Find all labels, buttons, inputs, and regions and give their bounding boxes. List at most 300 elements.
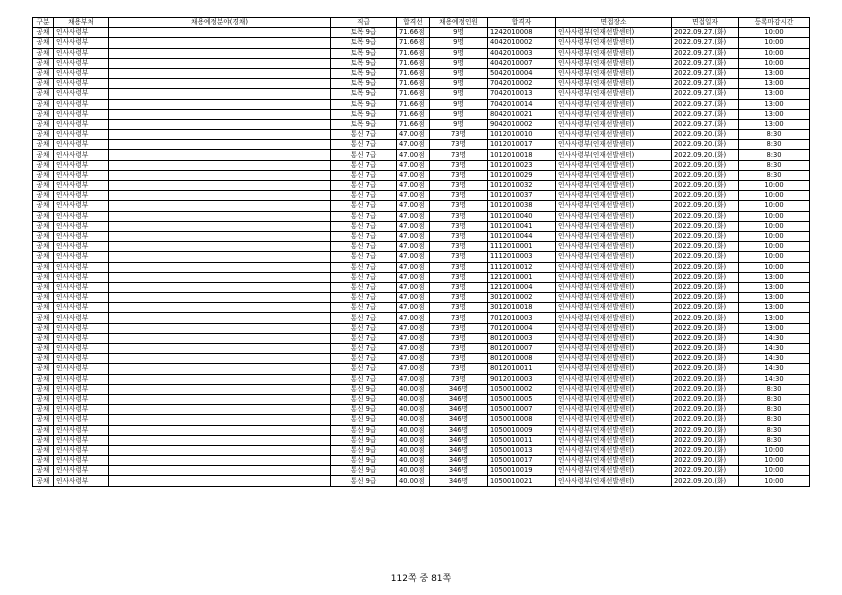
cell-category: 공채 bbox=[33, 181, 54, 191]
col-header-location: 면접장소 bbox=[556, 18, 672, 28]
cell-deadline: 10:00 bbox=[739, 231, 810, 241]
cell-field bbox=[109, 68, 331, 78]
cell-quota: 346명 bbox=[430, 476, 488, 486]
cell-cutoff: 47.00점 bbox=[397, 313, 430, 323]
cell-category: 공채 bbox=[33, 221, 54, 231]
cell-date: 2022.09.27.(화) bbox=[672, 79, 739, 89]
table-row bbox=[33, 211, 810, 221]
cell-passer-id: 8042010021 bbox=[488, 109, 556, 119]
cell-passer-id: 1012010017 bbox=[488, 140, 556, 150]
cell-quota: 73명 bbox=[430, 323, 488, 333]
table-row bbox=[33, 262, 810, 272]
cell-agency: 인사사령부 bbox=[54, 99, 109, 109]
cell-agency: 인사사령부 bbox=[54, 476, 109, 486]
cell-agency: 인사사령부 bbox=[54, 242, 109, 252]
cell-field bbox=[109, 313, 331, 323]
cell-grade: 통신 9급 bbox=[331, 476, 397, 486]
cell-cutoff: 47.00점 bbox=[397, 231, 430, 241]
table-row bbox=[33, 28, 810, 38]
cell-date: 2022.09.20.(화) bbox=[672, 344, 739, 354]
cell-category: 공채 bbox=[33, 48, 54, 58]
cell-deadline: 8:30 bbox=[739, 384, 810, 394]
cell-location: 인사사령부(인재선발센터) bbox=[556, 89, 672, 99]
cell-location: 인사사령부(인재선발센터) bbox=[556, 293, 672, 303]
cell-location: 인사사령부(인재선발센터) bbox=[556, 170, 672, 180]
table-row bbox=[33, 140, 810, 150]
cell-deadline: 10:00 bbox=[739, 191, 810, 201]
cell-field bbox=[109, 130, 331, 140]
table-row bbox=[33, 333, 810, 343]
cell-deadline: 10:00 bbox=[739, 445, 810, 455]
cell-deadline: 14:30 bbox=[739, 354, 810, 364]
table-row bbox=[33, 89, 810, 99]
cell-passer-id: 9042010002 bbox=[488, 119, 556, 129]
table-row bbox=[33, 466, 810, 476]
cell-cutoff: 40.00점 bbox=[397, 445, 430, 455]
table-row bbox=[33, 150, 810, 160]
cell-cutoff: 71.66점 bbox=[397, 89, 430, 99]
cell-quota: 346명 bbox=[430, 466, 488, 476]
cell-agency: 인사사령부 bbox=[54, 170, 109, 180]
cell-category: 공채 bbox=[33, 109, 54, 119]
cell-passer-id: 1050010007 bbox=[488, 405, 556, 415]
cell-date: 2022.09.20.(화) bbox=[672, 170, 739, 180]
cell-field bbox=[109, 38, 331, 48]
cell-deadline: 14:30 bbox=[739, 374, 810, 384]
cell-deadline: 10:00 bbox=[739, 466, 810, 476]
table-row bbox=[33, 476, 810, 486]
cell-quota: 346명 bbox=[430, 445, 488, 455]
cell-passer-id: 1050010013 bbox=[488, 445, 556, 455]
table-row bbox=[33, 344, 810, 354]
cell-category: 공채 bbox=[33, 170, 54, 180]
cell-passer-id: 1050010019 bbox=[488, 466, 556, 476]
cell-agency: 인사사령부 bbox=[54, 48, 109, 58]
cell-category: 공채 bbox=[33, 160, 54, 170]
table-row bbox=[33, 282, 810, 292]
cell-agency: 인사사령부 bbox=[54, 130, 109, 140]
cell-quota: 73명 bbox=[430, 140, 488, 150]
cell-grade: 토목 9급 bbox=[331, 109, 397, 119]
cell-passer-id: 1112010012 bbox=[488, 262, 556, 272]
table-row bbox=[33, 201, 810, 211]
cell-location: 인사사령부(인재선발센터) bbox=[556, 130, 672, 140]
table-row bbox=[33, 456, 810, 466]
cell-quota: 73명 bbox=[430, 211, 488, 221]
cell-location: 인사사령부(인재선발센터) bbox=[556, 476, 672, 486]
cell-category: 공채 bbox=[33, 364, 54, 374]
cell-location: 인사사령부(인재선발센터) bbox=[556, 140, 672, 150]
cell-cutoff: 40.00점 bbox=[397, 394, 430, 404]
cell-date: 2022.09.20.(화) bbox=[672, 252, 739, 262]
cell-category: 공채 bbox=[33, 79, 54, 89]
cell-location: 인사사령부(인재선발센터) bbox=[556, 221, 672, 231]
cell-deadline: 8:30 bbox=[739, 160, 810, 170]
cell-quota: 73명 bbox=[430, 282, 488, 292]
cell-agency: 인사사령부 bbox=[54, 313, 109, 323]
cell-grade: 통신 9급 bbox=[331, 445, 397, 455]
cell-date: 2022.09.20.(화) bbox=[672, 181, 739, 191]
cell-grade: 통신 7급 bbox=[331, 191, 397, 201]
cell-cutoff: 47.00점 bbox=[397, 242, 430, 252]
cell-grade: 통신 7급 bbox=[331, 130, 397, 140]
cell-category: 공채 bbox=[33, 130, 54, 140]
cell-deadline: 10:00 bbox=[739, 181, 810, 191]
cell-location: 인사사령부(인재선발센터) bbox=[556, 394, 672, 404]
cell-location: 인사사령부(인재선발센터) bbox=[556, 262, 672, 272]
cell-field bbox=[109, 140, 331, 150]
cell-agency: 인사사령부 bbox=[54, 364, 109, 374]
cell-date: 2022.09.20.(화) bbox=[672, 150, 739, 160]
cell-passer-id: 8012010003 bbox=[488, 333, 556, 343]
cell-grade: 통신 9급 bbox=[331, 435, 397, 445]
cell-field bbox=[109, 191, 331, 201]
cell-field bbox=[109, 242, 331, 252]
table-row bbox=[33, 99, 810, 109]
cell-passer-id: 4042010002 bbox=[488, 38, 556, 48]
cell-location: 인사사령부(인재선발센터) bbox=[556, 38, 672, 48]
cell-location: 인사사령부(인재선발센터) bbox=[556, 323, 672, 333]
cell-location: 인사사령부(인재선발센터) bbox=[556, 374, 672, 384]
cell-quota: 73명 bbox=[430, 262, 488, 272]
cell-agency: 인사사령부 bbox=[54, 384, 109, 394]
cell-deadline: 13:00 bbox=[739, 99, 810, 109]
cell-location: 인사사령부(인재선발센터) bbox=[556, 119, 672, 129]
cell-grade: 통신 9급 bbox=[331, 415, 397, 425]
cell-agency: 인사사령부 bbox=[54, 28, 109, 38]
cell-cutoff: 40.00점 bbox=[397, 415, 430, 425]
cell-cutoff: 40.00점 bbox=[397, 466, 430, 476]
cell-agency: 인사사령부 bbox=[54, 58, 109, 68]
cell-cutoff: 47.00점 bbox=[397, 160, 430, 170]
cell-agency: 인사사령부 bbox=[54, 374, 109, 384]
cell-grade: 토목 9급 bbox=[331, 99, 397, 109]
cell-date: 2022.09.20.(화) bbox=[672, 415, 739, 425]
cell-location: 인사사령부(인재선발센터) bbox=[556, 211, 672, 221]
cell-category: 공채 bbox=[33, 394, 54, 404]
cell-quota: 73명 bbox=[430, 374, 488, 384]
cell-agency: 인사사령부 bbox=[54, 150, 109, 160]
cell-quota: 73명 bbox=[430, 252, 488, 262]
cell-grade: 토목 9급 bbox=[331, 68, 397, 78]
cell-category: 공채 bbox=[33, 466, 54, 476]
cell-cutoff: 40.00점 bbox=[397, 476, 430, 486]
cell-field bbox=[109, 476, 331, 486]
cell-location: 인사사령부(인재선발센터) bbox=[556, 303, 672, 313]
cell-field bbox=[109, 181, 331, 191]
cell-quota: 73명 bbox=[430, 221, 488, 231]
cell-category: 공채 bbox=[33, 405, 54, 415]
cell-passer-id: 1050010005 bbox=[488, 394, 556, 404]
cell-date: 2022.09.20.(화) bbox=[672, 221, 739, 231]
cell-deadline: 8:30 bbox=[739, 415, 810, 425]
cell-quota: 346명 bbox=[430, 394, 488, 404]
table-row bbox=[33, 181, 810, 191]
cell-date: 2022.09.20.(화) bbox=[672, 476, 739, 486]
cell-category: 공채 bbox=[33, 38, 54, 48]
cell-category: 공채 bbox=[33, 354, 54, 364]
cell-location: 인사사령부(인재선발센터) bbox=[556, 201, 672, 211]
cell-quota: 73명 bbox=[430, 181, 488, 191]
cell-cutoff: 47.00점 bbox=[397, 282, 430, 292]
cell-category: 공채 bbox=[33, 150, 54, 160]
cell-deadline: 13:00 bbox=[739, 68, 810, 78]
cell-location: 인사사령부(인재선발센터) bbox=[556, 333, 672, 343]
cell-passer-id: 1012010040 bbox=[488, 211, 556, 221]
cell-location: 인사사령부(인재선발센터) bbox=[556, 99, 672, 109]
cell-field bbox=[109, 425, 331, 435]
cell-date: 2022.09.27.(화) bbox=[672, 58, 739, 68]
table-row bbox=[33, 323, 810, 333]
cell-cutoff: 71.66점 bbox=[397, 48, 430, 58]
cell-deadline: 13:00 bbox=[739, 79, 810, 89]
cell-agency: 인사사령부 bbox=[54, 79, 109, 89]
cell-grade: 통신 9급 bbox=[331, 466, 397, 476]
cell-field bbox=[109, 79, 331, 89]
cell-field bbox=[109, 323, 331, 333]
cell-location: 인사사령부(인재선발센터) bbox=[556, 405, 672, 415]
cell-quota: 9명 bbox=[430, 99, 488, 109]
cell-passer-id: 3012010018 bbox=[488, 303, 556, 313]
cell-category: 공채 bbox=[33, 68, 54, 78]
cell-agency: 인사사령부 bbox=[54, 211, 109, 221]
cell-category: 공채 bbox=[33, 242, 54, 252]
cell-date: 2022.09.20.(화) bbox=[672, 130, 739, 140]
cell-quota: 73명 bbox=[430, 344, 488, 354]
cell-date: 2022.09.20.(화) bbox=[672, 293, 739, 303]
cell-deadline: 8:30 bbox=[739, 150, 810, 160]
cell-quota: 9명 bbox=[430, 119, 488, 129]
cell-passer-id: 1212010004 bbox=[488, 282, 556, 292]
cell-quota: 73명 bbox=[430, 272, 488, 282]
col-header-agency: 채용부처 bbox=[54, 18, 109, 28]
cell-quota: 9명 bbox=[430, 48, 488, 58]
cell-cutoff: 71.66점 bbox=[397, 28, 430, 38]
cell-cutoff: 47.00점 bbox=[397, 191, 430, 201]
cell-quota: 9명 bbox=[430, 79, 488, 89]
cell-quota: 9명 bbox=[430, 38, 488, 48]
cell-location: 인사사령부(인재선발센터) bbox=[556, 109, 672, 119]
cell-deadline: 8:30 bbox=[739, 130, 810, 140]
cell-location: 인사사령부(인재선발센터) bbox=[556, 242, 672, 252]
cell-grade: 통신 7급 bbox=[331, 282, 397, 292]
cell-quota: 346명 bbox=[430, 456, 488, 466]
cell-agency: 인사사령부 bbox=[54, 68, 109, 78]
cell-location: 인사사령부(인재선발센터) bbox=[556, 160, 672, 170]
cell-location: 인사사령부(인재선발센터) bbox=[556, 231, 672, 241]
cell-passer-id: 1012010029 bbox=[488, 170, 556, 180]
cell-field bbox=[109, 435, 331, 445]
table-row bbox=[33, 435, 810, 445]
cell-location: 인사사령부(인재선발센터) bbox=[556, 384, 672, 394]
cell-agency: 인사사령부 bbox=[54, 323, 109, 333]
cell-deadline: 13:00 bbox=[739, 109, 810, 119]
cell-agency: 인사사령부 bbox=[54, 221, 109, 231]
cell-field bbox=[109, 231, 331, 241]
cell-quota: 73명 bbox=[430, 354, 488, 364]
cell-passer-id: 7012010003 bbox=[488, 313, 556, 323]
cell-category: 공채 bbox=[33, 211, 54, 221]
cell-grade: 통신 7급 bbox=[331, 364, 397, 374]
cell-date: 2022.09.20.(화) bbox=[672, 323, 739, 333]
cell-agency: 인사사령부 bbox=[54, 272, 109, 282]
cell-agency: 인사사령부 bbox=[54, 303, 109, 313]
table-row bbox=[33, 38, 810, 48]
table-row bbox=[33, 58, 810, 68]
table-row bbox=[33, 130, 810, 140]
cell-deadline: 10:00 bbox=[739, 221, 810, 231]
cell-date: 2022.09.27.(화) bbox=[672, 28, 739, 38]
cell-location: 인사사령부(인재선발센터) bbox=[556, 191, 672, 201]
cell-grade: 통신 7급 bbox=[331, 221, 397, 231]
cell-date: 2022.09.20.(화) bbox=[672, 282, 739, 292]
header-row bbox=[33, 18, 810, 28]
cell-agency: 인사사령부 bbox=[54, 293, 109, 303]
cell-grade: 통신 9급 bbox=[331, 425, 397, 435]
cell-passer-id: 1012010018 bbox=[488, 150, 556, 160]
cell-date: 2022.09.20.(화) bbox=[672, 201, 739, 211]
cell-date: 2022.09.20.(화) bbox=[672, 364, 739, 374]
cell-date: 2022.09.20.(화) bbox=[672, 456, 739, 466]
cell-grade: 통신 7급 bbox=[331, 231, 397, 241]
cell-deadline: 13:00 bbox=[739, 303, 810, 313]
cell-agency: 인사사령부 bbox=[54, 181, 109, 191]
cell-quota: 73명 bbox=[430, 333, 488, 343]
cell-quota: 73명 bbox=[430, 303, 488, 313]
cell-field bbox=[109, 201, 331, 211]
cell-category: 공채 bbox=[33, 303, 54, 313]
cell-date: 2022.09.20.(화) bbox=[672, 394, 739, 404]
cell-field bbox=[109, 445, 331, 455]
cell-deadline: 10:00 bbox=[739, 252, 810, 262]
cell-date: 2022.09.20.(화) bbox=[672, 405, 739, 415]
cell-category: 공채 bbox=[33, 445, 54, 455]
cell-cutoff: 71.66점 bbox=[397, 109, 430, 119]
cell-passer-id: 1050010008 bbox=[488, 415, 556, 425]
cell-agency: 인사사령부 bbox=[54, 415, 109, 425]
cell-passer-id: 1012010010 bbox=[488, 130, 556, 140]
cell-grade: 통신 7급 bbox=[331, 293, 397, 303]
cell-passer-id: 1112010001 bbox=[488, 242, 556, 252]
cell-category: 공채 bbox=[33, 293, 54, 303]
table-row bbox=[33, 405, 810, 415]
cell-field bbox=[109, 282, 331, 292]
cell-cutoff: 47.00점 bbox=[397, 293, 430, 303]
col-header-passer: 합격자 bbox=[488, 18, 556, 28]
cell-cutoff: 47.00점 bbox=[397, 333, 430, 343]
cell-agency: 인사사령부 bbox=[54, 231, 109, 241]
cell-field bbox=[109, 150, 331, 160]
cell-field bbox=[109, 109, 331, 119]
cell-deadline: 13:00 bbox=[739, 119, 810, 129]
cell-category: 공채 bbox=[33, 313, 54, 323]
cell-passer-id: 9012010003 bbox=[488, 374, 556, 384]
cell-quota: 346명 bbox=[430, 405, 488, 415]
cell-date: 2022.09.20.(화) bbox=[672, 374, 739, 384]
cell-quota: 73명 bbox=[430, 130, 488, 140]
cell-grade: 통신 7급 bbox=[331, 201, 397, 211]
cell-deadline: 8:30 bbox=[739, 394, 810, 404]
cell-location: 인사사령부(인재선발센터) bbox=[556, 425, 672, 435]
cell-quota: 9명 bbox=[430, 28, 488, 38]
cell-quota: 346명 bbox=[430, 435, 488, 445]
cell-date: 2022.09.20.(화) bbox=[672, 466, 739, 476]
cell-date: 2022.09.20.(화) bbox=[672, 160, 739, 170]
cell-deadline: 13:00 bbox=[739, 293, 810, 303]
cell-grade: 통신 7급 bbox=[331, 150, 397, 160]
cell-passer-id: 1012010044 bbox=[488, 231, 556, 241]
cell-grade: 통신 9급 bbox=[331, 384, 397, 394]
cell-deadline: 14:30 bbox=[739, 364, 810, 374]
cell-agency: 인사사령부 bbox=[54, 262, 109, 272]
cell-quota: 346명 bbox=[430, 384, 488, 394]
cell-category: 공채 bbox=[33, 435, 54, 445]
cell-field bbox=[109, 354, 331, 364]
cell-cutoff: 47.00점 bbox=[397, 140, 430, 150]
cell-category: 공채 bbox=[33, 201, 54, 211]
cell-grade: 통신 7급 bbox=[331, 374, 397, 384]
cell-cutoff: 47.00점 bbox=[397, 170, 430, 180]
cell-grade: 토목 9급 bbox=[331, 48, 397, 58]
cell-field bbox=[109, 119, 331, 129]
cell-date: 2022.09.27.(화) bbox=[672, 119, 739, 129]
cell-category: 공채 bbox=[33, 272, 54, 282]
cell-location: 인사사령부(인재선발센터) bbox=[556, 48, 672, 58]
cell-quota: 73명 bbox=[430, 170, 488, 180]
cell-field bbox=[109, 405, 331, 415]
cell-field bbox=[109, 333, 331, 343]
cell-deadline: 13:00 bbox=[739, 89, 810, 99]
cell-deadline: 10:00 bbox=[739, 211, 810, 221]
cell-field bbox=[109, 272, 331, 282]
table-row bbox=[33, 231, 810, 241]
cell-field bbox=[109, 344, 331, 354]
cell-grade: 통신 7급 bbox=[331, 303, 397, 313]
cell-agency: 인사사령부 bbox=[54, 394, 109, 404]
cell-deadline: 10:00 bbox=[739, 242, 810, 252]
cell-date: 2022.09.20.(화) bbox=[672, 231, 739, 241]
cell-grade: 통신 7급 bbox=[331, 333, 397, 343]
table-row bbox=[33, 191, 810, 201]
cell-agency: 인사사령부 bbox=[54, 425, 109, 435]
cell-date: 2022.09.20.(화) bbox=[672, 354, 739, 364]
cell-passer-id: 1050010017 bbox=[488, 456, 556, 466]
table-row bbox=[33, 242, 810, 252]
cell-passer-id: 4042010003 bbox=[488, 48, 556, 58]
cell-agency: 인사사령부 bbox=[54, 252, 109, 262]
table-row bbox=[33, 119, 810, 129]
cell-category: 공채 bbox=[33, 476, 54, 486]
cell-cutoff: 47.00점 bbox=[397, 221, 430, 231]
col-header-category: 구분 bbox=[33, 18, 54, 28]
cell-agency: 인사사령부 bbox=[54, 140, 109, 150]
cell-location: 인사사령부(인재선발센터) bbox=[556, 252, 672, 262]
cell-deadline: 10:00 bbox=[739, 476, 810, 486]
cell-agency: 인사사령부 bbox=[54, 435, 109, 445]
cell-agency: 인사사령부 bbox=[54, 201, 109, 211]
cell-location: 인사사령부(인재선발센터) bbox=[556, 68, 672, 78]
cell-date: 2022.09.27.(화) bbox=[672, 38, 739, 48]
cell-agency: 인사사령부 bbox=[54, 282, 109, 292]
cell-deadline: 10:00 bbox=[739, 48, 810, 58]
cell-deadline: 8:30 bbox=[739, 405, 810, 415]
cell-passer-id: 7042010014 bbox=[488, 99, 556, 109]
cell-location: 인사사령부(인재선발센터) bbox=[556, 364, 672, 374]
col-header-field: 채용예정분야(경채) bbox=[109, 18, 331, 28]
cell-cutoff: 40.00점 bbox=[397, 435, 430, 445]
cell-passer-id: 1212010001 bbox=[488, 272, 556, 282]
table-row bbox=[33, 68, 810, 78]
